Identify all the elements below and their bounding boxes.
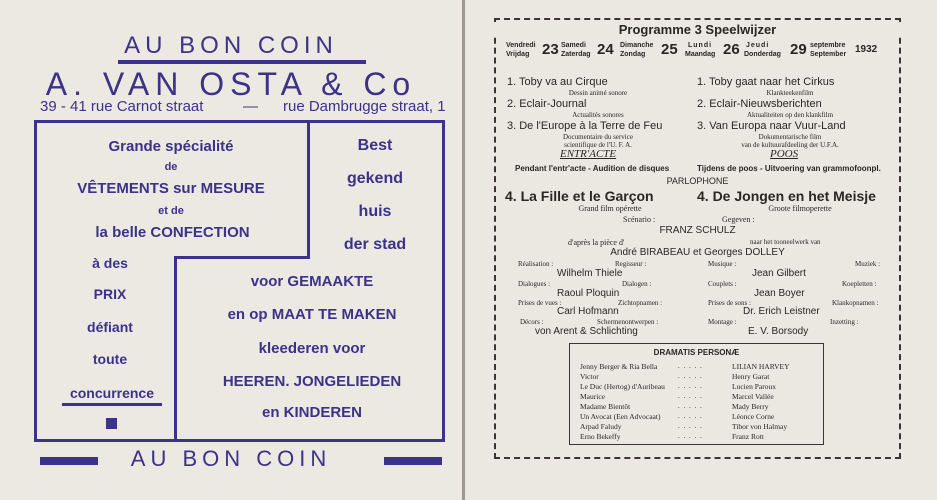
concurrence-underline: [62, 403, 162, 406]
fr-line-2: VÊTEMENTS sur MESURE: [77, 180, 265, 197]
dramatis-role: Maurice: [580, 392, 605, 401]
nl-lower-4: en KINDEREN: [261, 404, 362, 421]
poos-text: Tijdens de poos - Uitvoering van grammofoonpl.: [697, 164, 881, 173]
decors-label: Décors :: [520, 318, 544, 326]
frame-divider-vertical-bottom: [174, 256, 177, 442]
musique-label: Musique :: [708, 260, 737, 268]
nl-lower-3: HEEREN. JONGELIEDEN: [222, 373, 402, 390]
dialogues-value: Raoul Ploquin: [557, 288, 620, 299]
dramatis-leader-dots: . . . . .: [678, 382, 703, 390]
square-bullet: [106, 418, 117, 429]
dramatis-role: Jenny Berger & Ria Bella: [580, 362, 658, 371]
klankopnamen-label: Klankopnamen :: [832, 299, 879, 307]
date-day5-nl: Donderdag: [744, 51, 781, 58]
dramatis-leader-dots: . . . . .: [678, 372, 703, 380]
date-day3-nl: Zondag: [620, 51, 646, 58]
prises-son-label: Prises de sons :: [708, 299, 751, 307]
date-num1: 23: [542, 41, 559, 58]
main-feature-fr-sub: Grand film opérette: [578, 204, 642, 213]
main-feature-nl: 4. De Jongen en het Meisje: [697, 188, 876, 204]
regisseur-label: Regisseur :: [615, 260, 647, 268]
dramatis-title: DRAMATIS PERSONÆ: [653, 348, 740, 357]
parlophone-label: PARLOPHONE: [666, 176, 729, 186]
dialogen-label: Dialogen :: [622, 280, 652, 288]
poos-heading: POOS: [770, 148, 799, 160]
date-day1-nl: Vrijdag: [506, 51, 530, 58]
date-num3: 25: [661, 41, 678, 58]
dramatis-leader-dots: . . . . .: [678, 432, 703, 440]
main-feature-fr: 4. La Fille et le Garçon: [505, 188, 654, 204]
date-day1-fr: Vendredi: [506, 42, 536, 49]
couplets-label: Couplets :: [708, 280, 737, 288]
montage-label: Montage :: [708, 318, 737, 326]
muziek-label: Muziek :: [855, 260, 881, 268]
date-num2: 24: [597, 41, 614, 58]
dramatis-role: Victor: [580, 372, 599, 381]
programme-header: Programme 3 Speelwijzer: [494, 22, 901, 37]
nl-item-2-title: 2. Eclair-Nieuwsberichten: [697, 98, 822, 110]
scenario-value: FRANZ SCHULZ: [659, 225, 736, 236]
prises-vues-value: Carl Hofmann: [557, 306, 619, 317]
prises-vues-label: Prises de vues :: [518, 299, 562, 307]
scenario-label: Scénario :: [623, 215, 656, 224]
fr-item-1-title: 1. Toby va au Cirque: [507, 76, 608, 88]
fr-item-3-title: 3. De l'Europe à la Terre de Feu: [507, 120, 663, 132]
main-feature-nl-sub: Groote filmoperette: [768, 204, 832, 213]
dramatis-actor: Marcel Vallée: [732, 392, 774, 401]
date-day5-fr: Jeudi: [746, 42, 770, 49]
schermen-label: Schermenontwerpen :: [597, 318, 659, 326]
musique-value: Jean Gilbert: [752, 268, 806, 279]
bottom-shop-title: AU BON COIN: [130, 446, 332, 471]
date-day3-fr: Dimanche: [620, 42, 654, 49]
decors-value: von Arent & Schlichting: [535, 326, 638, 337]
koepletten-label: Koepletten :: [842, 280, 877, 288]
realisation-label: Réalisation :: [518, 260, 554, 268]
dramatis-role: Erno Bekeffy: [580, 432, 621, 441]
zichtopnamen-label: Zichtopnamen :: [618, 299, 663, 307]
nl-line-0: Best: [357, 137, 393, 154]
frame-divider-horizontal: [174, 256, 310, 259]
authors: André BIRABEAU et Georges DOLLEY: [610, 247, 785, 258]
nl-item-3-sub: Dokumentarische film: [758, 133, 822, 141]
entracte-heading: ENTR'ACTE: [560, 148, 617, 160]
dramatis-role: Un Avocat (Een Advocaat): [580, 412, 661, 421]
date-num4: 26: [723, 41, 740, 58]
date-month-fr: septembre: [810, 42, 846, 49]
fr-line-3: et de: [158, 205, 184, 217]
nl-line-3: der stad: [343, 236, 407, 253]
dramatis-actor: LILIAN HARVEY: [732, 362, 790, 371]
fr-line-5: à des: [92, 255, 128, 271]
fr-line-0: Grande spécialité: [108, 138, 234, 155]
dialogues-label: Dialogues :: [518, 280, 551, 288]
dramatis-role: Arpad Faludy: [580, 422, 622, 431]
montage-value: E. V. Borsody: [748, 326, 809, 337]
frame-divider-vertical-top: [307, 120, 310, 258]
after-play-nl: naar het tooneelwerk van: [750, 238, 821, 246]
address-separator: —: [243, 98, 258, 115]
nl-item-1-sub: Klankteekenfilm: [766, 89, 814, 97]
address-carnot: 39 - 41 rue Carnot straat: [40, 98, 204, 115]
fr-line-6: PRIX: [93, 286, 127, 302]
date-year: 1932: [855, 44, 878, 55]
nl-lower-0: voor GEMAAKTE: [250, 273, 374, 290]
date-month-nl: September: [810, 51, 847, 58]
shop-owner-name: A. VAN OSTA & Co: [45, 66, 417, 102]
dramatis-actor: Léonce Corne: [732, 412, 775, 421]
fr-line-9: concurrence: [69, 385, 155, 401]
gegeven-label: Gegeven :: [722, 215, 755, 224]
nl-lower-2: kleederen voor: [258, 340, 366, 357]
left-page-advertisement: [0, 0, 462, 500]
dramatis-leader-dots: . . . . .: [678, 392, 703, 400]
dramatis-role: Le Duc (Hertog) d'Auribeau: [580, 382, 665, 391]
couplets-value: Jean Boyer: [754, 288, 805, 299]
date-day4-fr: Lundi: [688, 42, 713, 49]
dramatis-actor: Lucien Paroux: [732, 382, 776, 391]
regisseur-value: Wilhelm Thiele: [557, 268, 623, 279]
dramatis-leader-dots: . . . . .: [678, 362, 703, 370]
fr-item-3-sub: Documentaire du service: [563, 133, 633, 141]
fr-item-2-title: 2. Eclair-Journal: [507, 98, 587, 110]
fr-line-1: de: [164, 161, 178, 173]
bottom-bar-right: [384, 457, 442, 465]
entracte-text: Pendant l'entr'acte - Audition de disques: [515, 164, 670, 173]
nl-line-1: gekend: [346, 170, 403, 187]
fr-item-2-sub: Actualités sonores: [572, 111, 624, 119]
dramatis-leader-dots: . . . . .: [678, 422, 703, 430]
dramatis-leader-dots: . . . . .: [678, 402, 703, 410]
fr-line-7: défiant: [87, 319, 133, 335]
dramatis-leader-dots: . . . . .: [678, 412, 703, 420]
top-title-rule: [118, 60, 366, 64]
nl-lower-1: en op MAAT TE MAKEN: [227, 306, 397, 323]
after-play-fr: d'après la pièce d': [568, 238, 625, 247]
fr-line-8: toute: [92, 351, 128, 367]
nl-item-3-sub2: van de kultuurafdeeling der U.F.A.: [741, 141, 839, 149]
dramatis-actor: Tibor von Halmay: [732, 422, 788, 431]
dramatis-actor: Franz Rott: [732, 432, 764, 441]
top-shop-title: AU BON COIN: [124, 32, 338, 59]
dramatis-actor: Henry Garat: [732, 372, 770, 381]
date-day4-nl: Maandag: [685, 51, 716, 58]
dramatis-actor: Mady Berry: [732, 402, 769, 411]
nl-line-2: huis: [358, 203, 392, 220]
fr-item-3-sub2: scientifique de l'U. F. A.: [564, 141, 632, 149]
date-num5: 29: [790, 41, 807, 58]
nl-item-2-sub: Aktualiteiten op den klankfilm: [746, 111, 834, 119]
date-day2-fr: Samedi: [561, 42, 586, 49]
dramatis-role: Madame Bientôt: [580, 402, 631, 411]
nl-item-1-title: 1. Toby gaat naar het Cirkus: [697, 76, 835, 88]
inzetting-label: Inzetting :: [830, 318, 859, 326]
fr-line-4: la belle CONFECTION: [95, 224, 250, 241]
nl-item-3-title: 3. Van Europa naar Vuur-Land: [697, 120, 846, 132]
prises-son-value: Dr. Erich Leistner: [743, 306, 820, 317]
fr-item-1-sub: Dessin animé sonore: [568, 89, 628, 97]
date-day2-nl: Zaterdag: [561, 51, 591, 58]
address-dambrugge: rue Dambrugge straat, 1: [283, 98, 446, 115]
